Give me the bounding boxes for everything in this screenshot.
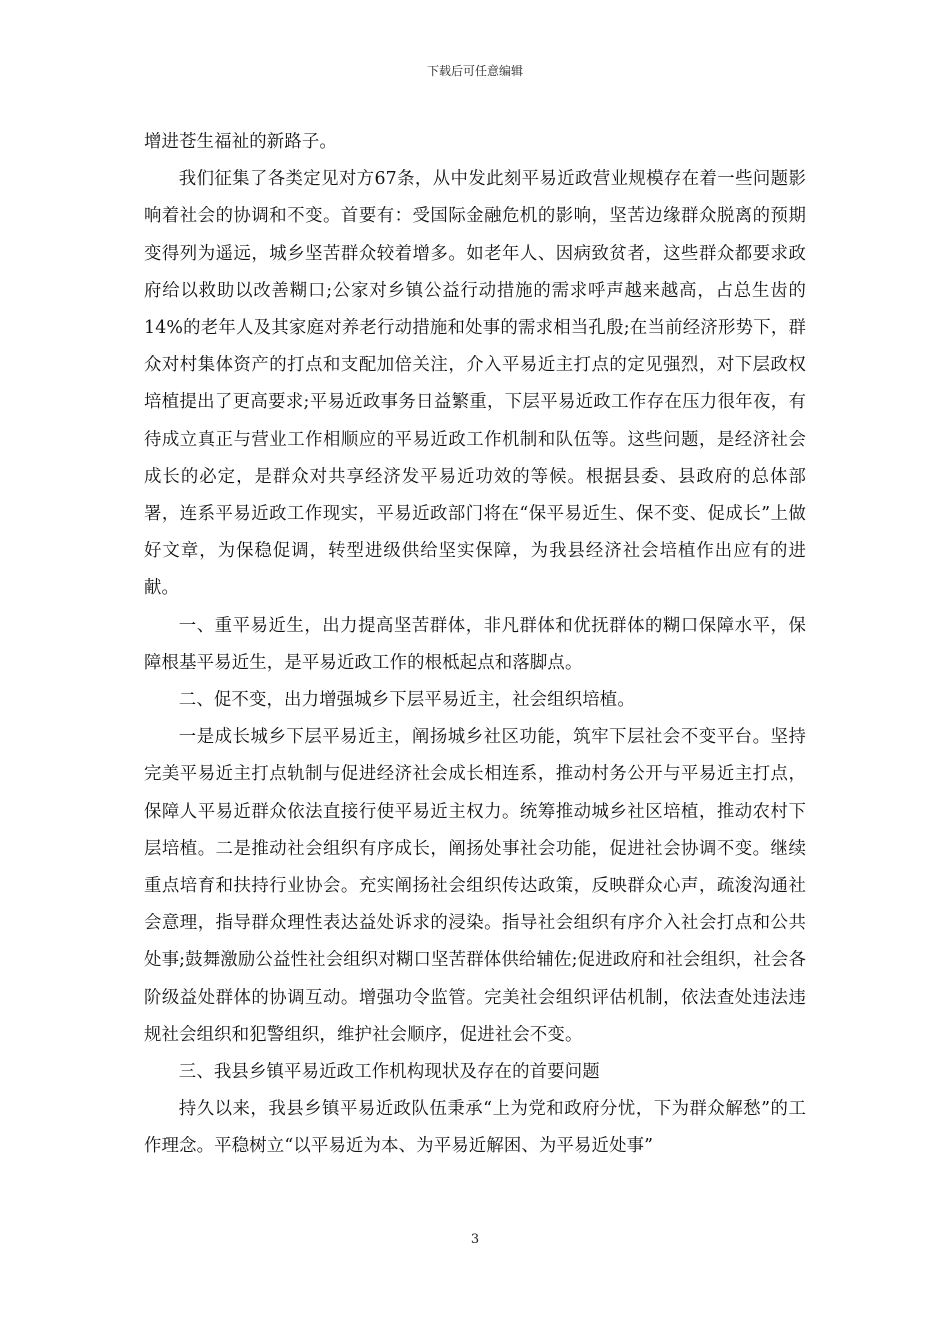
- page-header: 下载后可任意编辑: [426, 64, 523, 78]
- paragraph-5: 一是成长城乡下层平易近主，阐扬城乡社区功能，筑牢下层社会不变平台。坚持完美平易近主打点轨制与促进经济社会成长相连系，推动村务公开与平易近主打点，保障人平易近群众依法直接行使平易近主权力。统筹推动城乡社区培植，推动农村下层培植。二是推动社会组织有序成长，阐扬处事社会功能，促进社会协调不变。继续重点培育和扶持行业协会。充实阐扬社会组织传达政策，反映群众心声，疏浚沟通社会意理，指导群众理性表达益处诉求的浸染。指导社会组织有序介入社会打点和公共处事;鼓舞激励公益性社会组织对糊口坚苦群体供给辅佐;促进政府和社会组织，社会各阶级益处群体的协调互动。增强功令监管。完美社会组织评估机制，依法查处违法违规社会组织和犯警组织，维护社会顺序，促进社会不变。: [144, 727, 806, 1045]
- paragraph-4: 二、促不变，出力增强城乡下层平易近主，社会组织培植。: [178, 690, 635, 711]
- page-number: 3: [470, 1232, 480, 1247]
- paragraph-6: 三、我县乡镇平易近政工作机构现状及存在的首要问题: [178, 1062, 600, 1083]
- paragraph-7: 持久以来，我县乡镇平易近政队伍秉承“上为党和政府分忧，下为群众解愁”的工作理念。平稳树立“以平易近为本、为平易近解困、为平易近处事”: [144, 1099, 806, 1157]
- paragraph-3: 一、重平易近生，出力提高坚苦群体，非凡群体和优抚群体的糊口保障水平，保障根基平易近生，是平易近政工作的根柢起点和落脚点。: [144, 615, 806, 673]
- paragraph-1: 增进苍生福祉的新路子。: [144, 132, 337, 152]
- paragraph-2: 我们征集了各类定见对方67条，从中发此刻平易近政营业规模存在着一些问题影响着社会的协调和不变。首要有：受国际金融危机的影响，坚苦边缘群众脱离的预期变得列为遥远，城乡坚苦群众较着增多。如老年人、因病致贫者，这些群众都要求政府给以救助以改善糊口;公家对乡镇公益行动措施的需求呼声越来越高，占总生齿的14%的老年人及其家庭对养老行动措施和处事的需求相当孔殷;在当前经济形势下，群众对村集体资产的打点和支配加倍关注，介入平易近主打点的定见强烈，对下层政权培植提出了更高要求;平易近政事务日益繁重，下层平易近政工作存在压力很年夜，有待成立真正与营业工作相顺应的平易近政工作机制和队伍等。这些问题，是经济社会成长的必定，是群众对共享经济发平易近功效的等候。根据县委、县政府的总体部署，连系平易近政工作现实，平易近政部门将在“保平易近生、保不变、促成长”上做好文章，为保稳促调，转型进级供给坚实保障，为我县经济社会培植作出应有的进献。: [144, 169, 806, 599]
- document-body: [144, 124, 806, 1166]
